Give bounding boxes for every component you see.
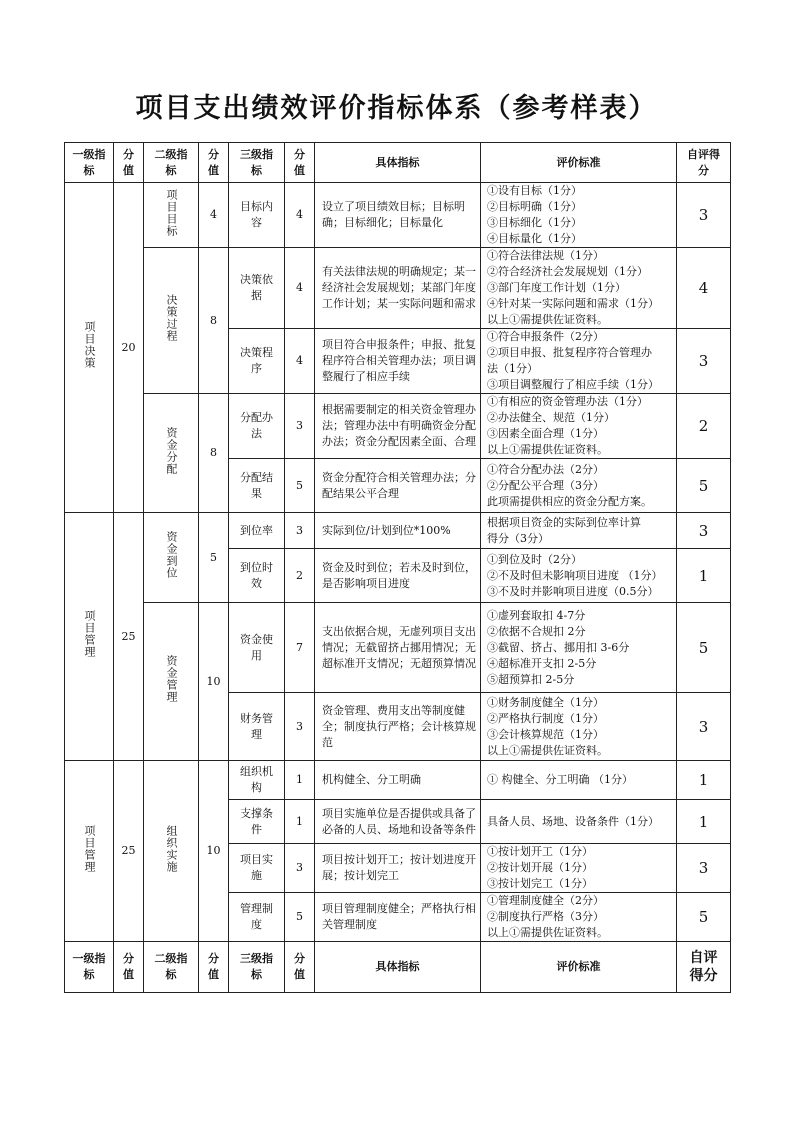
self-score: 1 [677,800,731,844]
level2-label: 资金管理 [165,655,178,703]
standard-list [481,248,677,329]
standard-list [481,183,677,248]
standard-list [481,513,677,549]
standard-line: ②制度执行严格（3分） [487,910,604,923]
standard-line: ②严格执行制度（1分） [487,711,604,725]
standard-line: ①财务制度健全（1分） [487,695,604,709]
footer-score3: 分值 [285,942,315,993]
level1-score: 25 [114,513,144,761]
level2-name [144,603,199,761]
standard-line: 具备人员、场地、设备条件（1分） [487,814,659,828]
level3-score: 3 [285,844,315,893]
level3-score: 4 [285,248,315,329]
standard-line: ②不及时但未影响项目进度 （1分） [487,568,663,582]
self-score: 5 [677,603,731,693]
standard-line: 法（1分） [487,362,538,375]
level2-score: 10 [199,603,229,761]
level3-name: 决策依据 [229,248,285,329]
standard-line: ④针对某一实际问题和需求（1分） [487,297,659,310]
footer-header-row [65,942,731,993]
standard-list [481,800,677,844]
standard-line: ②分配公平合理（3分） [487,478,604,492]
level3-name: 组织机构 [229,761,285,800]
standard-line: ①虚列套取扣 4-7分 [487,608,586,622]
standard-line: 根据项目资金的实际到位率计算 [487,515,641,529]
page-title: 项目支出绩效评价指标体系（参考样表） [135,93,658,124]
self-score: 5 [677,893,731,942]
header-score1: 分值 [114,143,144,183]
level3-name: 分配结果 [229,459,285,513]
level3-name: 支撑条件 [229,800,285,844]
footer-level2: 二级指标 [144,942,199,993]
standard-line: ②办法健全、规范（1分） [487,411,615,424]
level2-name [144,248,199,394]
level3-score: 1 [285,761,315,800]
level2-label: 决策过程 [165,294,178,342]
indicator-text: 机构健全、分工明确 [315,761,481,800]
standard-line: ③项目调整履行了相应手续（1分） [487,378,659,391]
standard-line: 得分（3分） [487,531,549,545]
level3-score: 7 [285,603,315,693]
level3-name: 资金使用 [229,603,285,693]
standard-line: ①按计划开工（1分） [487,845,593,858]
level3-name: 分配办法 [229,394,285,459]
level3-score: 5 [285,893,315,942]
standard-list [481,693,677,761]
footer-score2: 分值 [199,942,229,993]
header-score2: 分值 [199,143,229,183]
table-row [65,513,731,549]
footer-level3: 三级指标 [229,942,285,993]
standard-line: ②项目申报、批复程序符合管理办 [487,346,652,359]
level2-score: 5 [199,513,229,603]
standard-line: ③按计划完工（1分） [487,877,593,890]
level2-name [144,183,199,248]
level1-label: 项目管理 [83,824,96,873]
standard-line: ③目标细化（1分） [487,216,582,229]
level3-score: 2 [285,549,315,603]
indicator-text: 实际到位/计划到位*100% [315,513,481,549]
footer-standard: 评价标准 [481,942,677,993]
standard-line: ④超标准开支扣 2-5分 [487,656,597,670]
self-score: 3 [677,329,731,394]
level2-score: 8 [199,248,229,394]
level3-score: 3 [285,394,315,459]
level1-label: 项目决策 [83,321,96,369]
indicator-text: 有关法律法规的明确规定；某一经济社会发展规划；某部门年度工作计划；某一实际问题和需求 [315,248,481,329]
level3-name: 决策程序 [229,329,285,394]
standard-line: ②目标明确（1分） [487,200,582,213]
standard-line: ③因素全面合理（1分） [487,427,604,440]
indicator-text: 资金分配符合相关管理办法；分配结果公平合理 [315,459,481,513]
level3-score: 5 [285,459,315,513]
standard-line: 此项需提供相应的资金分配方案。 [487,494,652,508]
standard-list [481,761,677,800]
level3-score: 4 [285,183,315,248]
standard-list [481,459,677,513]
standard-line: ①符合申报条件（2分） [487,330,604,343]
level3-name: 目标内容 [229,183,285,248]
table-row [65,603,731,693]
standard-line: ①有相应的资金管理办法（1分） [487,395,648,408]
self-score: 3 [677,693,731,761]
standard-line: ②符合经济社会发展规划（1分） [487,265,648,278]
self-score: 3 [677,183,731,248]
standard-list [481,893,677,942]
self-score: 4 [677,248,731,329]
indicator-text: 支出依据合规，无虚列项目支出情况；无截留挤占挪用情况；无超标准开支情况；无超预算情况 [315,603,481,693]
level1-name [65,513,114,761]
header-level3: 三级指标 [229,143,285,183]
level1-name [65,183,114,513]
level3-name: 到位率 [229,513,285,549]
level2-name [144,761,199,942]
indicator-text: 项目实施单位是否提供或具备了必备的人员、场地和设备等条件 [315,800,481,844]
standard-line: ①符合法律法规（1分） [487,249,604,262]
level3-score: 3 [285,513,315,549]
standard-line: ①管理制度健全（2分） [487,894,604,907]
level2-score: 8 [199,394,229,513]
level1-name [65,761,114,942]
indicator-text: 项目符合申报条件；申报、批复程序符合相关管理办法；项目调整履行了相应手续 [315,329,481,394]
level3-score: 3 [285,693,315,761]
standard-line: ① 构健全、分工明确 （1分） [487,773,633,786]
standard-line: ①符合分配办法（2分） [487,462,604,476]
indicator-text: 项目管理制度健全；严格执行相关管理制度 [315,893,481,942]
level1-score: 20 [114,183,144,513]
table-row [65,183,731,248]
indicator-text: 设立了项目绩效目标；目标明确；目标细化；目标量化 [315,183,481,248]
level1-score: 25 [114,761,144,942]
table-row [65,248,731,329]
level2-score: 4 [199,183,229,248]
header-self-score: 自评得分 [677,143,731,183]
standard-list [481,549,677,603]
level2-name [144,394,199,513]
standard-line: 以上①需提供佐证资料。 [487,313,608,326]
indicator-text: 项目按计划开工；按计划进度开展；按计划完工 [315,844,481,893]
footer-score1: 分值 [114,942,144,993]
standard-list [481,394,677,459]
self-score: 2 [677,394,731,459]
level3-name: 管理制度 [229,893,285,942]
footer-level1: 一级指标 [65,942,114,993]
header-row [65,143,731,183]
self-score: 1 [677,549,731,603]
standard-line: ①设有目标（1分） [487,184,582,197]
level2-label: 项目目标 [165,188,178,237]
standard-line: ④目标量化（1分） [487,232,582,245]
self-score: 3 [677,844,731,893]
standard-line: 以上①需提供佐证资料。 [487,443,608,456]
standard-list [481,603,677,693]
header-standard: 评价标准 [481,143,677,183]
standard-list [481,844,677,893]
standard-line: ②依据不合规扣 2分 [487,624,586,638]
level3-name: 项目实施 [229,844,285,893]
standard-line: ③截留、挤占、挪用扣 3-6分 [487,640,630,654]
standard-line: ③部门年度工作计划（1分） [487,281,626,294]
table-row [65,761,731,800]
standard-line: ①到位及时（2分） [487,552,582,566]
level2-score: 10 [199,761,229,942]
header-level1: 一级指标 [65,143,114,183]
level3-name: 财务管理 [229,693,285,761]
level2-label: 组织实施 [165,824,178,873]
level2-label: 资金到位 [165,531,178,579]
standard-line: ③不及时并影响项目进度（0.5分） [487,584,659,598]
self-score: 1 [677,761,731,800]
standard-list [481,329,677,394]
indicator-text: 根据需要制定的相关资金管理办法；管理办法中有明确资金分配办法；资金分配因素全面、合理 [315,394,481,459]
footer-self-score: 自评得分 [677,942,731,993]
level3-name: 到位时效 [229,549,285,603]
footer-indicator: 具体指标 [315,942,481,993]
standard-line: ②按计划开展（1分） [487,861,593,874]
level3-score: 1 [285,800,315,844]
indicator-text: 资金及时到位；若未及时到位，是否影响项目进度 [315,549,481,603]
level3-score: 4 [285,329,315,394]
level2-label: 资金分配 [165,426,178,475]
indicator-text: 资金管理、费用支出等制度健全；制度执行严格；会计核算规范 [315,693,481,761]
header-level2: 二级指标 [144,143,199,183]
header-indicator: 具体指标 [315,143,481,183]
standard-line: 以上①需提供佐证资料。 [487,743,608,757]
header-score3: 分值 [285,143,315,183]
level1-label: 项目管理 [83,610,96,658]
standard-line: ⑤超预算扣 2-5分 [487,672,575,686]
table-row [65,394,731,459]
level2-name [144,513,199,603]
standard-line: 以上①需提供佐证资料。 [487,926,608,939]
self-score: 3 [677,513,731,549]
evaluation-table [64,142,731,993]
standard-line: ③会计核算规范（1分） [487,727,604,741]
self-score: 5 [677,459,731,513]
